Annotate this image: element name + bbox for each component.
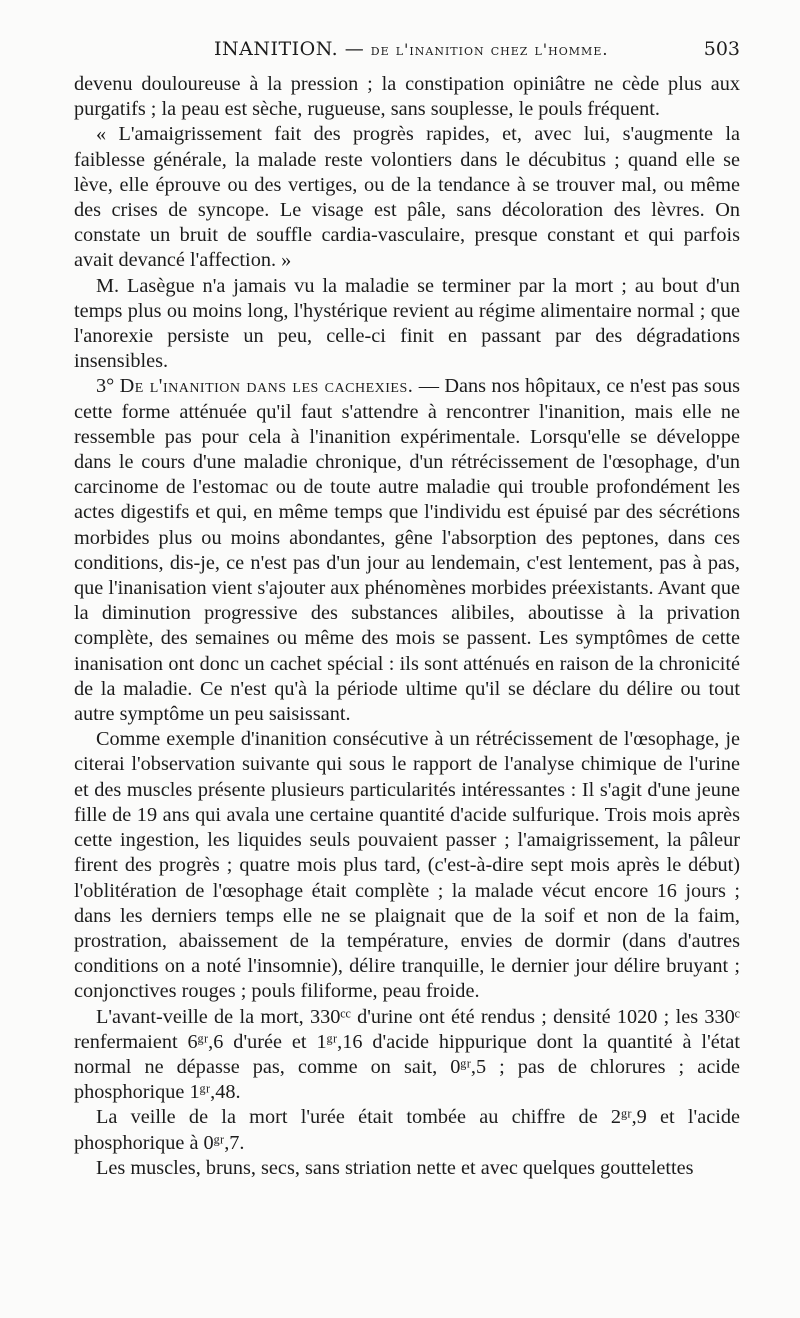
running-title-main: INANITION. [214,38,339,60]
running-title-sub: de l'inanition chez l'homme. [370,40,609,59]
paragraph-2: « L'amaigrissement fait des progrès rapides, et, avec lui, s'augmente la faiblesse générale, la malade reste volontiers dans le décubitus ; quand elle se lève, elle éprouve ou des vertiges, ou de la tendance à se trouver mal, ou même des crises de syncope. Le visage est pâle, sans décoloration des lèvres. On constate un bruit de souffle cardia-vasculaire, presque constant et qui parfois avait devancé l'affection. » [74,123,740,272]
paragraph-5: Comme exemple d'inanition consécutive à un rétrécissement de l'œsophage, je citerai l'observation suivante qui sous le rapport de l'analyse chimique de l'urine et des muscles présente plusieurs particularités intéressantes : Il s'agit d'une jeune fille de 19 ans qui avala une certaine quantité d'acide sulfurique. Trois mois après cette ingestion, les liquides seuls pouvaient passer ; l'amaigrissement, la pâleur firent des progrès ; quatre mois plus tard, (c'est-à-dire sept mois après le début) l'oblitération de l'œsophage était complète ; la malade vécut encore 16 jours ; dans les derniers temps elle ne se plaignait que de la soif et non de la faim, prostration, abaissement de la température, envies de dormir (dans d'autres conditions on a noté l'insomnie), délire tranquille, le dernier jour délire bruyant ; conjonctives rouges ; pouls filiforme, peau froide. [74,728,740,1003]
page-number: 503 [703,38,740,60]
paragraph-7: La veille de la mort l'urée était tombée au chiffre de 2ᵍʳ,9 et l'acide phosphorique à 0ᵍʳ,7. [74,1106,740,1154]
running-header [74,34,740,64]
paragraph-8: Les muscles, bruns, secs, sans striation nette et avec quelques gouttelettes [96,1156,694,1179]
running-title [214,34,608,65]
section-text: Dans nos hôpitaux, ce n'est pas sous cette forme atténuée qu'il faut s'attendre à rencontrer l'inanition, mais elle ne ressemble pas pour cela à l'inanition expérimentale. Lorsqu'elle se développe dans le cours d'une maladie chronique, d'un rétrécissement de l'œsophage, d'un carcinome de l'estomac ou de toute autre maladie qui trouble profondément les actes digestifs et qui, en même temps que l'individu est épuisé par des sécrétions morbides plus ou moins abondantes, gêne l'absorption des peptones, dans ces conditions, dis-je, ce n'est pas d'un jour au lendemain, c'est lentement, pas à pas, que l'inanisation vient s'ajouter aux phénomènes morbides préexistants. Avant que la diminution progressive des substances alibiles, aboutisse à la privation complète, des semaines ou même des mois se passent. Les symptômes de cette inanisation ont donc un cachet spécial : ils sont atténués en raison de la chronicité de la maladie. Ce n'est qu'à la période ultime qu'il se déclare du délire ou tout autre symptôme un peu saisissant. [74,375,740,726]
body-text [74,72,740,1181]
section-dash: — [418,375,439,398]
paragraph-3: M. Lasègue n'a jamais vu la maladie se terminer par la mort ; au bout d'un temps plus ou moins long, l'hystérique revient au régime alimentaire normal ; que l'anorexie persiste un peu, celle-ci finit en passant par des dégradations insensibles. [74,274,740,373]
paragraph-6: L'avant-veille de la mort, 330ᶜᶜ d'urine ont été rendus ; densité 1020 ; les 330ᶜ renfermaient 6ᵍʳ,6 d'urée et 1ᵍʳ,16 d'acide hippurique dont la quantité à l'état normal ne dépasse pas, comme on sait, 0ᵍʳ,5 ; pas de chlorures ; acide phosphorique 1ᵍʳ,48. [74,1005,740,1104]
section-number: 3° [96,375,115,398]
running-title-dash: — [344,38,365,60]
paragraph-1: devenu douloureuse à la pression ; la constipation opiniâtre ne cède plus aux purgatifs ; la peau est sèche, rugueuse, sans souplesse, le pouls fréquent. [74,73,740,121]
section-heading: De l'inanition dans les cachexies. [119,375,414,398]
paragraph-4 [74,374,740,727]
